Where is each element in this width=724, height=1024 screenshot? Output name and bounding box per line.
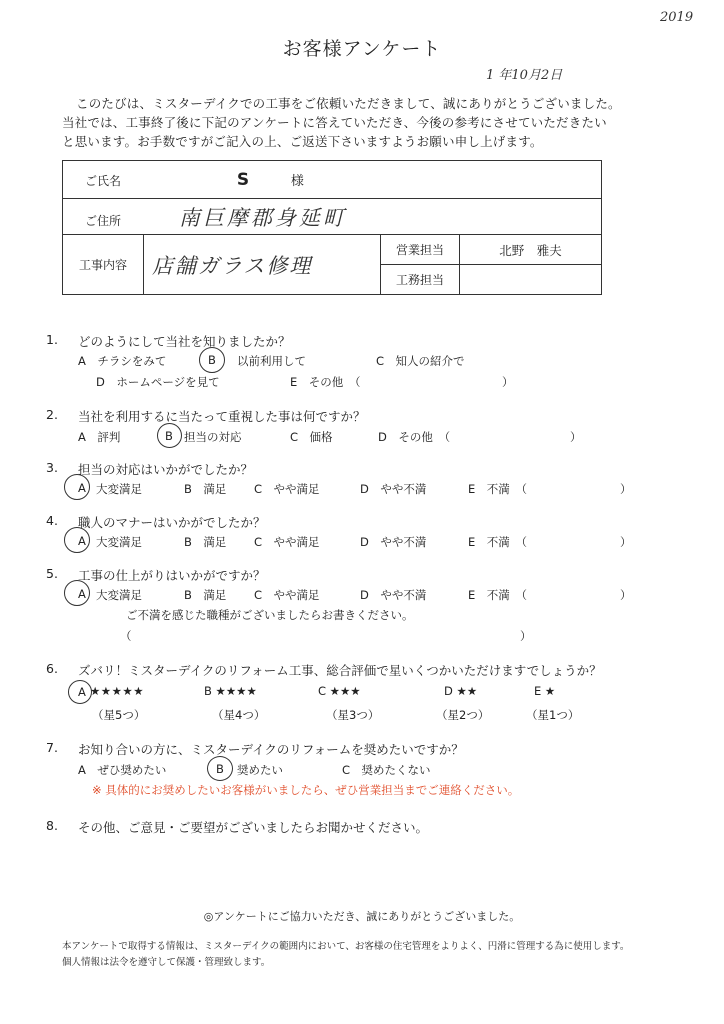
q7-option-c[interactable]: C 奨めたくない	[342, 763, 431, 777]
q5-option-e[interactable]: E 不満 （	[468, 588, 528, 602]
q6-option-d[interactable]: D ★★	[444, 684, 478, 698]
q5-followup-close: ）	[520, 629, 532, 643]
work-value[interactable]: 店舗ガラス修理	[144, 235, 381, 295]
q5-option-c[interactable]: C やや満足	[254, 588, 320, 602]
intro-line-1: このたびは、ミスターデイクでの工事をご依頼いただきまして、誠にありがとうございました。	[76, 96, 621, 111]
sales-label: 営業担当	[381, 235, 460, 265]
q3-answer-circle	[64, 474, 90, 500]
q2-option-d-close: ）	[570, 430, 582, 444]
q3-option-a-letter[interactable]: A	[78, 481, 86, 495]
q6-label-3: （星3つ）	[326, 708, 380, 722]
q2-number: 2.	[46, 407, 58, 422]
q4-option-c[interactable]: C やや満足	[254, 535, 320, 549]
q6-label-4: （星4つ）	[212, 708, 266, 722]
address-row	[63, 199, 602, 235]
q3-option-e[interactable]: E 不満 （	[468, 482, 528, 496]
privacy-notice-1: 本アンケートで取得する情報は、ミスターデイクの範囲内において、お客様の住宅管理をよりよく、円滑に管理する為に使用します。	[62, 941, 630, 952]
q1-number: 1.	[46, 332, 58, 347]
q1-option-b[interactable]: 以前利用して	[237, 354, 306, 368]
q6-option-e[interactable]: E ★	[534, 684, 556, 698]
q6-label-1: （星1つ）	[526, 708, 580, 722]
q7-number: 7.	[46, 740, 58, 755]
q7-answer-circle	[207, 756, 233, 781]
q6-text: ズバリ！ミスターデイクのリフォーム工事、総合評価で星いくつかいただけますでしょうか？	[78, 663, 602, 678]
q6-option-b[interactable]: B ★★★★	[204, 684, 257, 698]
q1-option-a[interactable]: A チラシをみて	[78, 354, 167, 368]
q5-answer-circle	[64, 580, 90, 606]
q4-text: 職人のマナーはいかがでしたか？	[78, 515, 266, 530]
name-value[interactable]: S	[236, 169, 250, 190]
q1-option-c[interactable]: C 知人の紹介で	[376, 354, 465, 368]
q2-option-a[interactable]: A 評判	[78, 430, 121, 444]
q3-option-e-close: ）	[620, 482, 632, 496]
q2-text: 当社を利用するに当たって重視した事は何ですか？	[78, 409, 366, 424]
q1-option-e-close: ）	[502, 375, 514, 389]
work-label: 工事内容	[63, 235, 144, 295]
q4-option-a-letter[interactable]: A	[78, 534, 86, 548]
q5-option-b[interactable]: B 満足	[184, 588, 227, 602]
q5-option-a-letter[interactable]: A	[78, 587, 86, 601]
q5-option-a[interactable]: 大変満足	[96, 588, 142, 602]
q4-number: 4.	[46, 513, 58, 528]
name-label: ご氏名	[85, 173, 122, 188]
engineer-value[interactable]	[460, 265, 602, 295]
q4-option-d[interactable]: D やや不満	[360, 535, 427, 549]
q6-option-c[interactable]: C ★★★	[318, 684, 361, 698]
privacy-notice-2: 個人情報は法令を遵守して保護・管理致します。	[62, 957, 271, 968]
q3-option-b[interactable]: B 満足	[184, 482, 227, 496]
q5-followup-open: （	[120, 629, 132, 643]
q3-number: 3.	[46, 460, 58, 475]
q7-text: お知り合いの方に、ミスターデイクのリフォームを奨めたいですか？	[78, 742, 464, 757]
q1-answer-circle	[199, 347, 225, 373]
q8-number: 8.	[46, 818, 58, 833]
q6-label-5: （星5つ）	[92, 708, 146, 722]
q8-text: その他、ご意見・ご要望がございましたらお聞かせください。	[78, 820, 429, 835]
q1-option-b-letter[interactable]: B	[208, 353, 216, 367]
engineer-label: 工務担当	[381, 265, 460, 295]
q1-option-e[interactable]: E その他 （	[290, 375, 361, 389]
address-label: ご住所	[85, 213, 122, 228]
q5-followup-prompt: ご不満を感じた職種がございましたらお書きください。	[126, 608, 414, 622]
q2-option-b-letter[interactable]: B	[165, 429, 173, 443]
q2-option-b[interactable]: 担当の対応	[184, 430, 242, 444]
q7-option-b-letter[interactable]: B	[216, 762, 224, 776]
q3-text: 担当の対応はいかがでしたか？	[78, 462, 254, 477]
q3-option-d[interactable]: D やや不満	[360, 482, 427, 496]
page-title: お客様アンケート	[282, 38, 442, 60]
q2-option-c[interactable]: C 価格	[290, 430, 333, 444]
q5-number: 5.	[46, 566, 58, 581]
intro-line-2: 当社では、工事終了後に下記のアンケートに答えていただき、今後の参考にさせていただきたい	[62, 115, 607, 130]
q4-option-b[interactable]: B 満足	[184, 535, 227, 549]
q7-note: ※ 具体的にお奨めしたいお客様がいましたら、ぜひ営業担当までご連絡ください。	[92, 783, 520, 797]
q3-option-a[interactable]: 大変満足	[96, 482, 142, 496]
q2-answer-circle	[157, 423, 182, 448]
q6-label-2: （星2つ）	[436, 708, 490, 722]
q1-text: どのようにして当社を知りましたか？	[78, 334, 291, 349]
q7-option-a[interactable]: A ぜひ奨めたい	[78, 763, 167, 777]
q6-answer-circle	[68, 680, 92, 704]
name-row	[63, 161, 602, 199]
honorific: 様	[290, 173, 304, 189]
q4-option-e[interactable]: E 不満 （	[468, 535, 528, 549]
customer-info-table	[62, 160, 602, 295]
q4-option-a[interactable]: 大変満足	[96, 535, 142, 549]
q1-option-d[interactable]: D ホームページを見て	[96, 375, 220, 389]
q6-option-a-letter[interactable]: A	[78, 685, 86, 699]
handwritten-year: 2019	[660, 10, 694, 25]
address-value[interactable]: 南巨摩郡身延町	[178, 205, 347, 230]
q5-option-e-close: ）	[620, 588, 632, 602]
q5-text: 工事の仕上がりはいかがですか？	[78, 568, 266, 583]
sales-value[interactable]: 北野 雅夫	[460, 235, 602, 265]
thanks-message: ◎アンケートにご協力いただき、誠にありがとうございました。	[203, 910, 521, 923]
q7-option-b[interactable]: 奨めたい	[237, 763, 283, 777]
q2-option-d[interactable]: D その他 （	[378, 430, 451, 444]
intro-line-3: と思います。お手数ですがご記入の上、ご返送下さいますようお願い申し上げます。	[62, 134, 543, 149]
q3-option-c[interactable]: C やや満足	[254, 482, 320, 496]
q6-option-a-stars[interactable]: ★★★★★	[90, 684, 145, 698]
q6-number: 6.	[46, 661, 58, 676]
survey-date: 1 年10月2日	[486, 68, 563, 83]
q5-option-d[interactable]: D やや不満	[360, 588, 427, 602]
q4-option-e-close: ）	[620, 535, 632, 549]
q4-answer-circle	[64, 527, 90, 553]
